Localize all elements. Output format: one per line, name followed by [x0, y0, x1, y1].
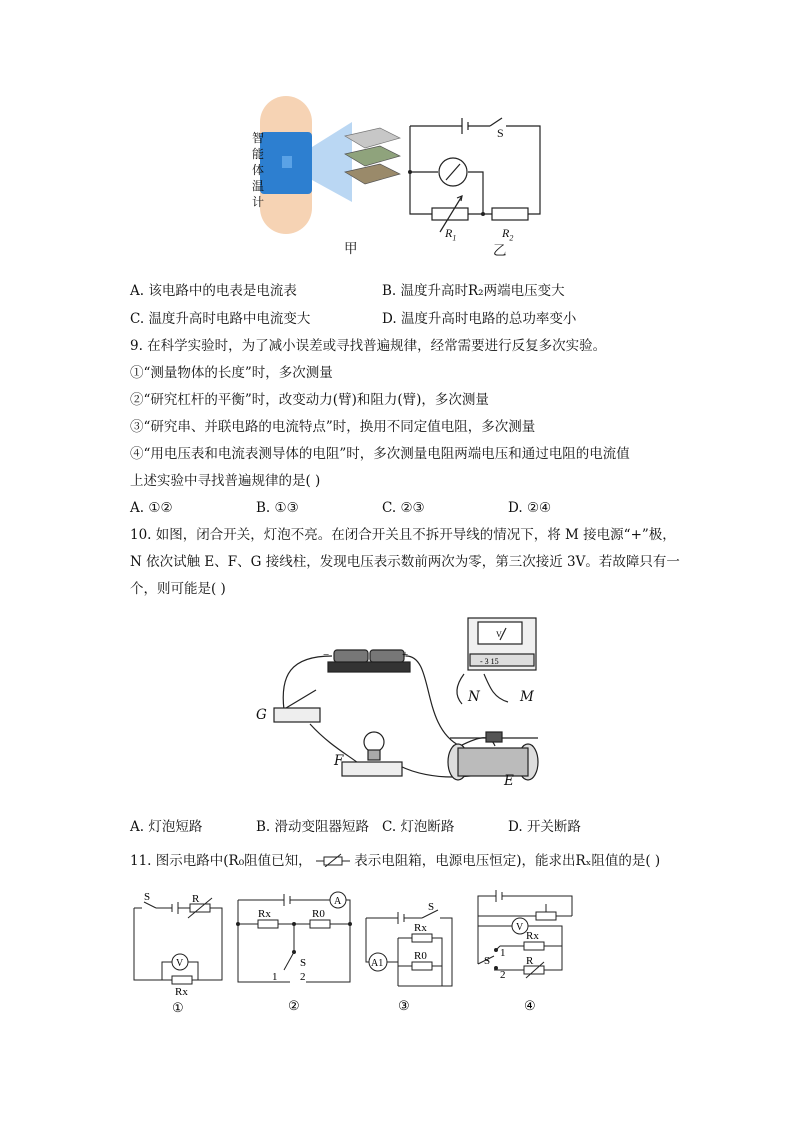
c2-a: A	[334, 896, 342, 907]
c3-num: ③	[398, 998, 410, 1013]
q10-line-2: N 依次试触 E、F、G 接线柱，发现电压表示数前两次为零，第三次接近 3V。若故障只有一	[130, 554, 680, 570]
figure-thermometer	[240, 92, 560, 262]
voltmeter-terms: - 3 15	[480, 657, 499, 666]
exploded-cone	[312, 122, 352, 202]
c2-r0: R0	[312, 908, 325, 920]
q9-item-4: ④“用电压表和电流表测导体的电阻”时，多次测量电阻两端电压和通过电阻的电流值	[130, 446, 630, 462]
q10-circuit-drawing	[250, 606, 560, 796]
label-r1: $R_1$	[445, 226, 457, 243]
terminal-f: F	[334, 753, 344, 769]
q11-circuit-3	[362, 896, 462, 1014]
c2-two: 2	[300, 971, 306, 983]
q10-option-b[interactable]: B. 滑动变阻器短路	[256, 819, 370, 835]
q11-circuit-2-drawing	[234, 888, 356, 1014]
label-yi: 乙	[493, 243, 507, 259]
c2-num: ②	[288, 998, 300, 1013]
c4-num: ④	[524, 998, 536, 1013]
c4-r: R	[526, 955, 534, 967]
c4-rx: Rx	[526, 930, 539, 942]
q8-option-a[interactable]: A. 该电路中的电表是电流表	[130, 283, 297, 299]
c1-v: V	[176, 958, 184, 969]
c2-s: S	[300, 957, 307, 969]
q10-option-a[interactable]: A. 灯泡短路	[130, 819, 203, 835]
figure-circuit-q10	[250, 606, 560, 796]
label-r2: $R_2$	[502, 226, 514, 243]
q8-option-c[interactable]: C. 温度升高时电路中电流变大	[130, 311, 311, 327]
q9-item-3: ③“研究串、并联电路的电流特点”时，换用不同定值电阻，多次测量	[130, 419, 536, 435]
q11-circuit-4-drawing	[472, 886, 582, 1014]
q11-stem: 11. 图示电路中(R₀阻值已知， 表示电阻箱，电源电压恒定)，能求出Rₓ阻值的是( )	[130, 853, 661, 869]
battery-plus: +	[402, 649, 409, 661]
voltmeter-v: V	[496, 630, 502, 639]
q8-option-b[interactable]: B. 温度升高时R₂两端电压变大	[382, 283, 565, 299]
q8-option-d[interactable]: D. 温度升高时电路的总功率变小	[382, 311, 577, 327]
c4-s: S	[484, 955, 491, 967]
probe-n: N	[468, 689, 480, 705]
q9-option-c[interactable]: C. ②③	[382, 500, 425, 516]
q10-option-d[interactable]: D. 开关断路	[508, 819, 581, 835]
label-jia: 甲	[344, 241, 358, 257]
q11-circuit-4	[472, 886, 582, 1014]
q11-circuit-2	[234, 888, 356, 1014]
terminal-g: G	[256, 707, 267, 723]
device-label: 智能体温计	[252, 131, 265, 209]
c3-a1: A1	[371, 958, 384, 969]
q10-option-c[interactable]: C. 灯泡断路	[382, 819, 455, 835]
c3-r0: R0	[414, 950, 427, 962]
c3-rx: Rx	[414, 922, 427, 934]
c2-rx: Rx	[258, 908, 271, 920]
c1-rx: Rx	[175, 986, 188, 998]
q9-ask: 上述实验中寻找普遍规律的是( )	[130, 473, 321, 489]
c4-two: 2	[500, 969, 506, 981]
c4-one: 1	[500, 947, 506, 959]
q11-circuit-1	[128, 890, 228, 1014]
sensor-chip	[282, 156, 292, 168]
c4-v: V	[516, 922, 524, 933]
q9-option-a[interactable]: A. ①②	[130, 500, 173, 516]
q11-circuit-1-drawing	[128, 890, 228, 1014]
battery-minus: −	[323, 649, 330, 661]
q10-line-1: 10. 如图，闭合开关，灯泡不亮。在闭合开关且不拆开导线的情况下，将 M 接电源“+”极，	[130, 527, 676, 543]
q10-line-3: 个，则可能是( )	[130, 581, 226, 597]
c3-s: S	[428, 901, 435, 913]
q9-item-2: ②“研究杠杆的平衡”时，改变动力(臂)和阻力(臂)，多次测量	[130, 392, 489, 408]
q9-stem: 9. 在科学实验时，为了减小误差或寻找普遍规律，经常需要进行反复多次实验。	[130, 338, 607, 354]
q11-circuit-3-drawing	[362, 896, 462, 1014]
q9-option-d[interactable]: D. ②④	[508, 500, 552, 516]
label-switch-s: S	[497, 126, 504, 140]
circuit-yi	[410, 118, 540, 232]
c2-one: 1	[272, 971, 278, 983]
q9-option-b[interactable]: B. ①③	[256, 500, 299, 516]
terminal-e: E	[504, 773, 514, 789]
c1-r: R	[192, 893, 200, 905]
c1-s: S	[144, 891, 151, 903]
probe-m: M	[520, 689, 534, 705]
c1-num: ①	[172, 1000, 184, 1014]
q9-item-1: ①“测量物体的长度”时，多次测量	[130, 365, 333, 381]
rheostat-box-icon	[316, 853, 350, 867]
